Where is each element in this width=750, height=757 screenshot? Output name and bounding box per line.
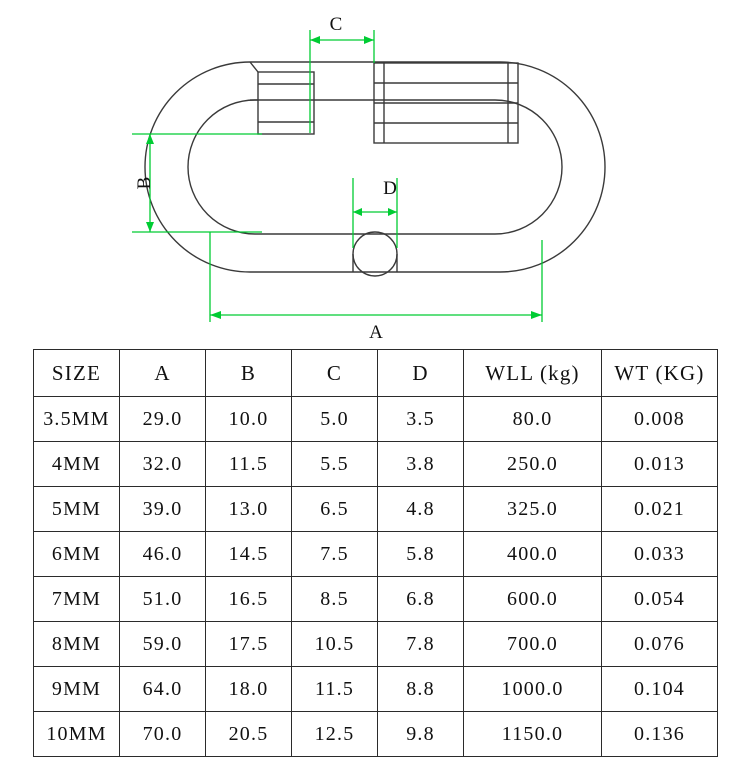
table-cell: 10MM xyxy=(34,712,120,757)
c-arrow-left xyxy=(310,36,320,44)
dimension-label-c: C xyxy=(329,14,343,35)
table-header-cell: WT (KG) xyxy=(602,350,718,397)
table-cell: 0.104 xyxy=(602,667,718,712)
table-header-cell: SIZE xyxy=(34,350,120,397)
table-row xyxy=(34,397,718,442)
table-cell: 600.0 xyxy=(464,577,602,622)
table-cell: 1000.0 xyxy=(464,667,602,712)
table-cell: 5.0 xyxy=(292,397,378,442)
table-cell: 7.5 xyxy=(292,532,378,577)
a-arrow-right xyxy=(531,311,542,319)
table-cell: 0.136 xyxy=(602,712,718,757)
quick-link-outline xyxy=(145,62,605,276)
product-drawing xyxy=(0,0,750,340)
table-cell: 5MM xyxy=(34,487,120,532)
table-body xyxy=(34,350,718,757)
d-arrow-left xyxy=(353,208,362,216)
table-cell: 16.5 xyxy=(206,577,292,622)
table-cell: 0.021 xyxy=(602,487,718,532)
specification-table xyxy=(33,349,718,757)
d-arrow-right xyxy=(388,208,397,216)
table-header-cell: A xyxy=(120,350,206,397)
table-cell: 14.5 xyxy=(206,532,292,577)
table-cell: 12.5 xyxy=(292,712,378,757)
table-cell: 4MM xyxy=(34,442,120,487)
table-cell: 11.5 xyxy=(206,442,292,487)
table-cell: 8MM xyxy=(34,622,120,667)
table-cell: 3.5MM xyxy=(34,397,120,442)
b-arrow-bottom xyxy=(146,222,154,232)
table-cell: 6MM xyxy=(34,532,120,577)
table-cell: 3.5 xyxy=(378,397,464,442)
table-cell: 5.8 xyxy=(378,532,464,577)
table-cell: 70.0 xyxy=(120,712,206,757)
table-cell: 0.076 xyxy=(602,622,718,667)
c-arrow-right xyxy=(364,36,374,44)
table-cell: 10.5 xyxy=(292,622,378,667)
table-row xyxy=(34,487,718,532)
table-cell: 8.8 xyxy=(378,667,464,712)
a-arrow-left xyxy=(210,311,221,319)
table-cell: 400.0 xyxy=(464,532,602,577)
table-cell: 18.0 xyxy=(206,667,292,712)
table-cell: 80.0 xyxy=(464,397,602,442)
table-header-cell: B xyxy=(206,350,292,397)
table-cell: 7.8 xyxy=(378,622,464,667)
table-cell: 1150.0 xyxy=(464,712,602,757)
table-cell: 46.0 xyxy=(120,532,206,577)
table-row xyxy=(34,622,718,667)
table-cell: 6.5 xyxy=(292,487,378,532)
table-row xyxy=(34,532,718,577)
dimension-label-a: A xyxy=(369,322,383,340)
table-cell: 3.8 xyxy=(378,442,464,487)
table-cell: 17.5 xyxy=(206,622,292,667)
table-cell: 11.5 xyxy=(292,667,378,712)
table-header-cell: WLL (kg) xyxy=(464,350,602,397)
table-cell: 8.5 xyxy=(292,577,378,622)
b-arrow-top xyxy=(146,134,154,144)
outer-body-path xyxy=(145,62,605,272)
table-cell: 6.8 xyxy=(378,577,464,622)
dimension-label-b: B xyxy=(134,176,155,190)
table-row xyxy=(34,577,718,622)
collar-joint-upper xyxy=(250,62,258,72)
table-cell: 51.0 xyxy=(120,577,206,622)
table-cell: 32.0 xyxy=(120,442,206,487)
table-cell: 250.0 xyxy=(464,442,602,487)
dimension-lines xyxy=(132,30,542,322)
table-header-row xyxy=(34,350,718,397)
table-cell: 20.5 xyxy=(206,712,292,757)
bottom-pin-circle xyxy=(353,232,397,276)
table-cell: 0.013 xyxy=(602,442,718,487)
table-header-cell: C xyxy=(292,350,378,397)
table-cell: 39.0 xyxy=(120,487,206,532)
table-cell: 700.0 xyxy=(464,622,602,667)
gate-collar xyxy=(258,72,314,134)
dimension-label-d: D xyxy=(383,178,397,199)
table-cell: 29.0 xyxy=(120,397,206,442)
table-cell: 59.0 xyxy=(120,622,206,667)
table-row xyxy=(34,667,718,712)
table-cell: 0.033 xyxy=(602,532,718,577)
table-cell: 7MM xyxy=(34,577,120,622)
table-cell: 10.0 xyxy=(206,397,292,442)
table-header-cell: D xyxy=(378,350,464,397)
table-cell: 0.054 xyxy=(602,577,718,622)
table-cell: 0.008 xyxy=(602,397,718,442)
table-cell: 9MM xyxy=(34,667,120,712)
inner-opening-path xyxy=(188,100,562,234)
table-cell: 13.0 xyxy=(206,487,292,532)
table-row xyxy=(34,442,718,487)
table-cell: 9.8 xyxy=(378,712,464,757)
specification-table-container xyxy=(33,349,717,757)
table-cell: 4.8 xyxy=(378,487,464,532)
table-cell: 5.5 xyxy=(292,442,378,487)
table-cell: 325.0 xyxy=(464,487,602,532)
table-cell: 64.0 xyxy=(120,667,206,712)
